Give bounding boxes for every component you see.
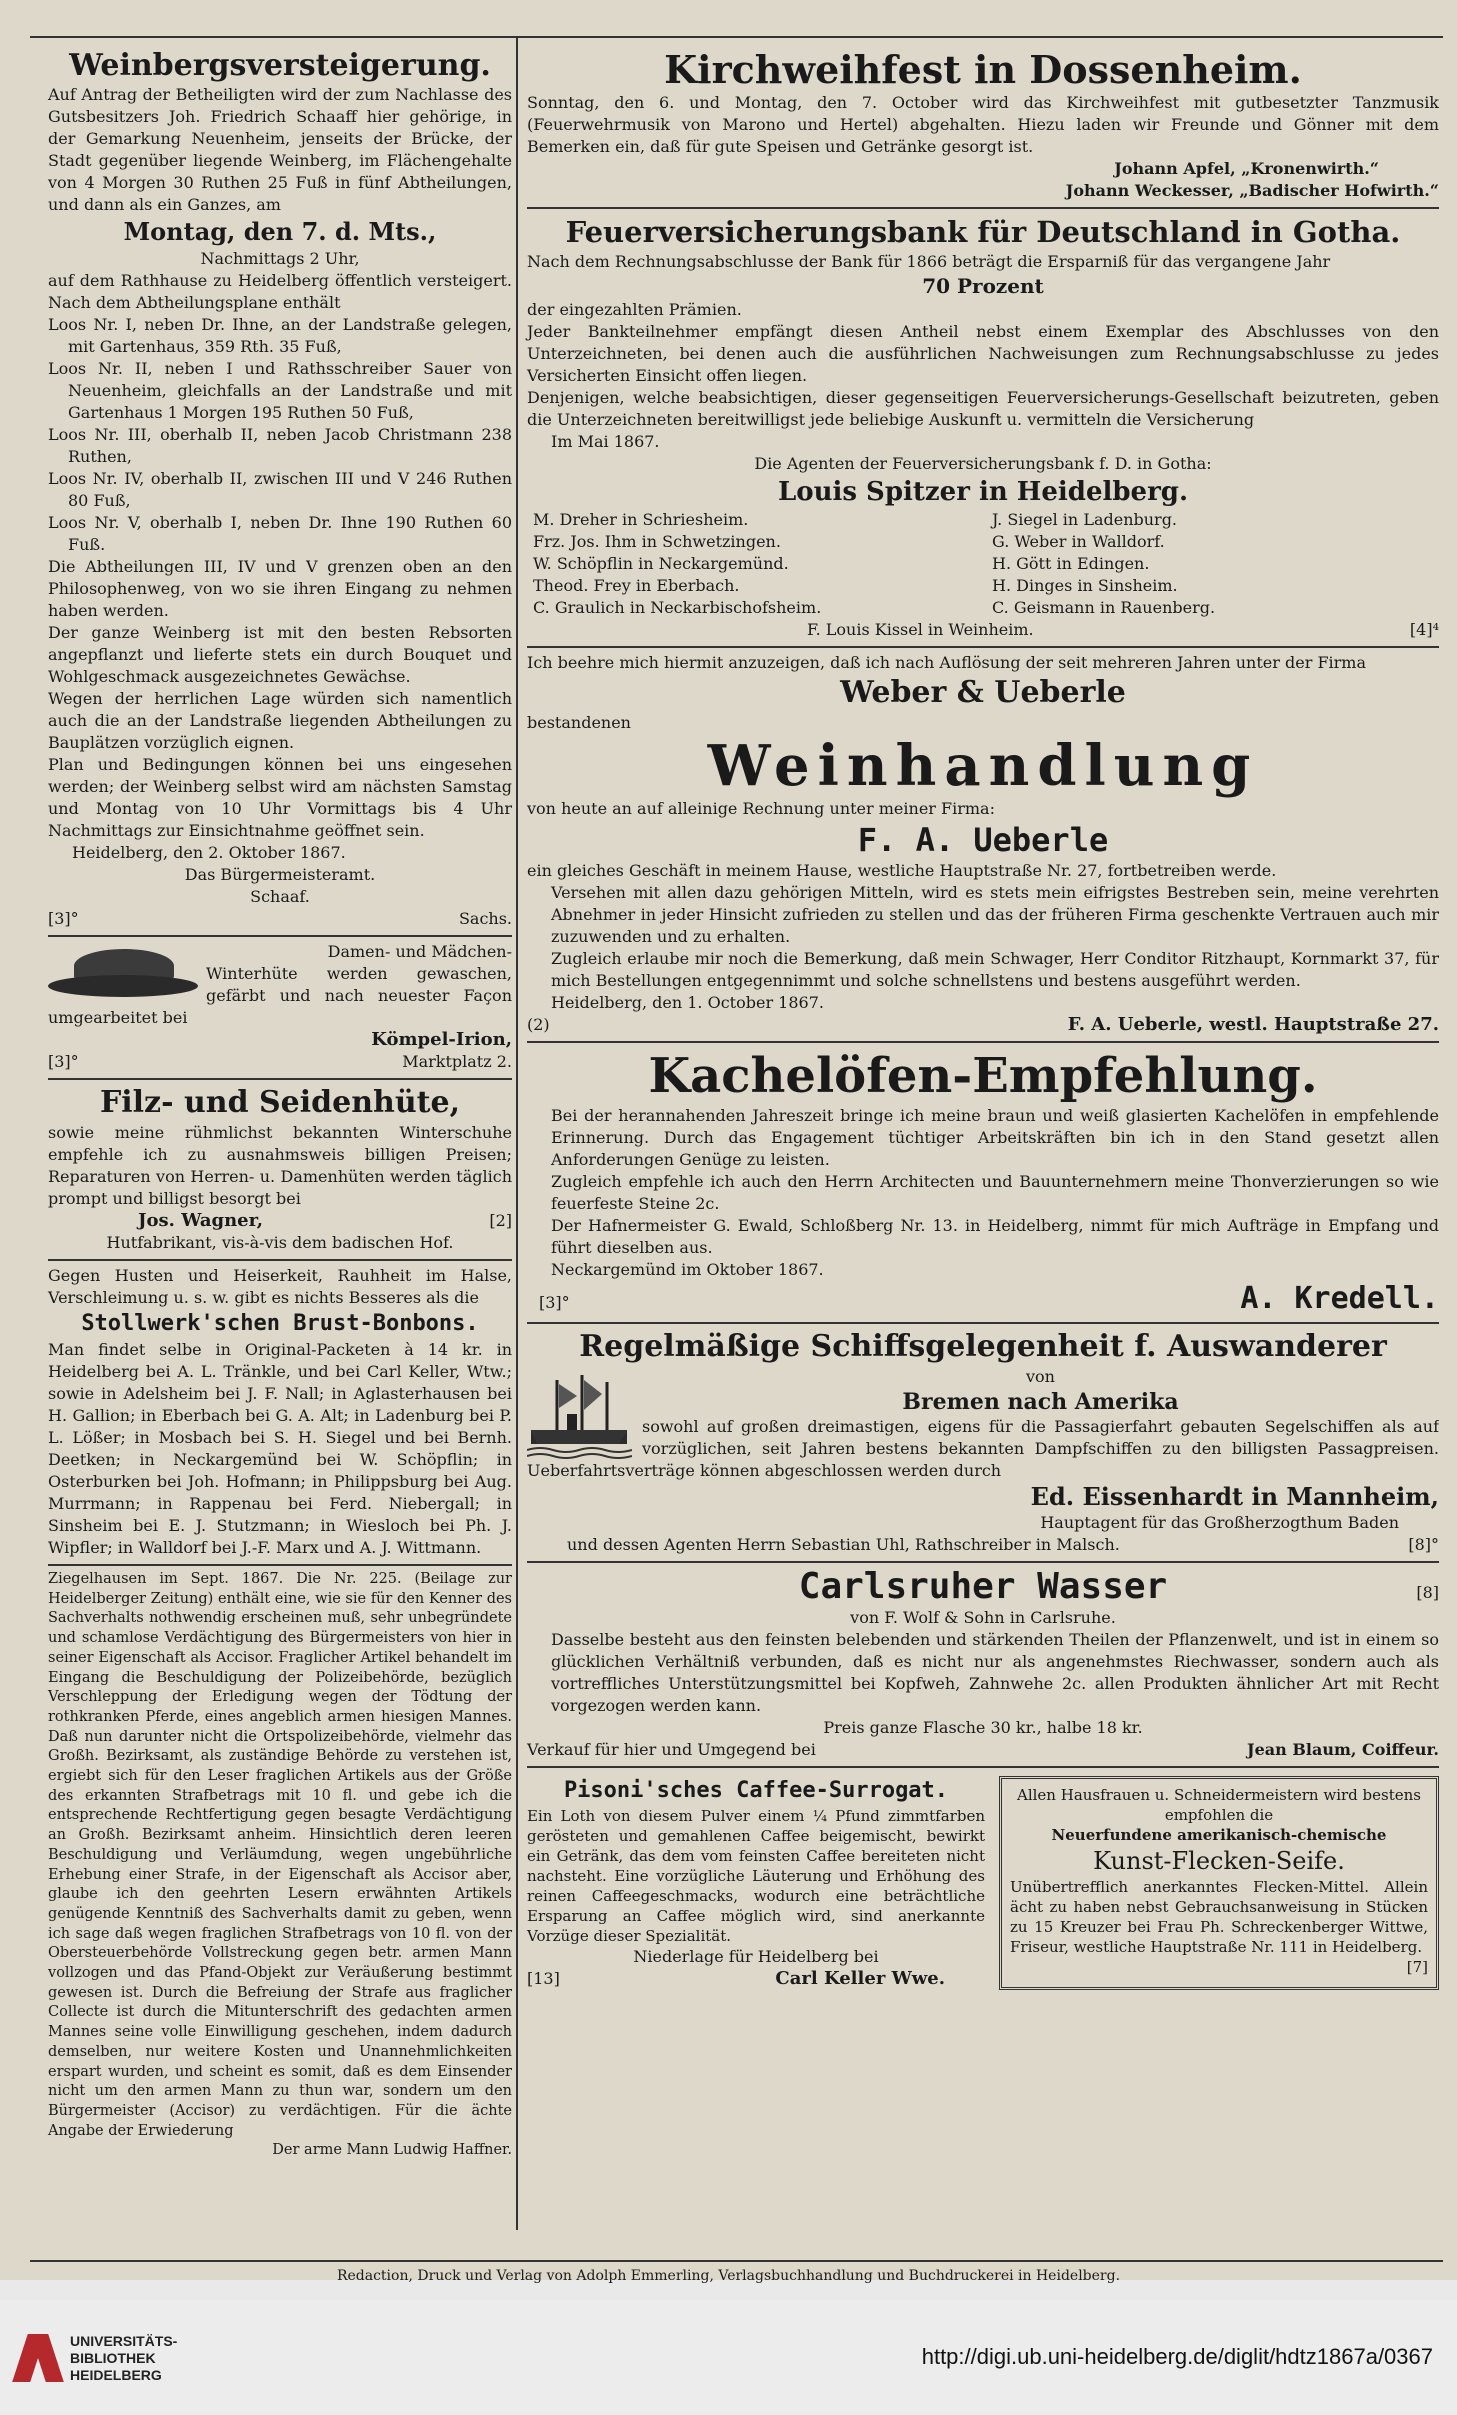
- schiff-sub: und dessen Agenten Herrn Sebastian Uhl, Rathschreiber in Malsch.: [567, 1535, 1120, 1554]
- wasser-title: Carlsruher Wasser: [798, 1566, 1168, 1607]
- schiff-title: Regelmäßige Schiffsgelegenheit f. Auswanderer: [579, 1329, 1387, 1364]
- agent-entry: H. Dinges in Sinsheim.: [992, 576, 1178, 595]
- agent-entry: W. Schöpflin in Neckargemünd.: [533, 554, 789, 573]
- wasser-price: Preis ganze Flasche 30 kr., halbe 18 kr.: [823, 1718, 1143, 1737]
- weinberg-p2: auf dem Rathhause zu Heidelberg öffentlich versteigert. Nach dem Abtheilungsplane enthält: [48, 271, 512, 312]
- wasser-text: Dasselbe besteht aus den feinsten belebenden und stärkenden Theilen der Pflanzenwelt, und ist in einem so glücklichen Verhältniß verbunden, daß es nicht nur als angenehmstes Riechwasser, sondern auch als vortreffliches Unterstützungsmittel bei Kopfweh, Zahnwehe 2c. allen Produkten ähnlicher Art mit Recht vorgezogen werden kann.: [551, 1630, 1439, 1715]
- logo-line3: HEIDELBERG: [70, 2366, 162, 2383]
- wasser-head: [527, 1567, 1439, 1607]
- filz-addr: Hutfabrikant, vis-à-vis dem badischen Hof.: [106, 1233, 454, 1252]
- feuer-footer: [527, 619, 1439, 641]
- pisoni-depot: Niederlage für Heidelberg bei: [633, 1947, 879, 1966]
- ad-pisoni: [527, 1776, 985, 1990]
- agent-entry: C. Geismann in Rauenberg.: [992, 598, 1216, 617]
- kachel-p3: Der Hafnermeister G. Ewald, Schloßberg Nr. 13. in Heidelberg, nimmt für mich Aufträge in Empfang und führt dieselben aus.: [551, 1216, 1439, 1257]
- agent-entry: Theod. Frey in Eberbach.: [533, 576, 740, 595]
- feuer-agent-list: [527, 509, 1439, 619]
- pisoni-title: Pisoni'sches Caffee-Surrogat.: [563, 1778, 949, 1803]
- bonbons-intro: Gegen Husten und Heiserkeit, Rauhheit im Halse, Verschleimung u. s. w. gibt es nichts Besseres als die: [48, 1266, 512, 1307]
- weinberg-lot: Loos Nr. III, oberhalb II, neben Jacob Christmann 238 Ruthen,: [48, 425, 512, 466]
- seife-ref: [7]: [1406, 1958, 1428, 1976]
- weber-p1: Ich beehre mich hiermit anzuzeigen, daß ich nach Auflösung der seit mehreren Jahren unter der Firma: [527, 653, 1367, 672]
- pisoni-text: Ein Loth von diesem Pulver einem ¼ Pfund zimmtfarben gerösteten und gemahlenen Caffee beigemischt, bewirkt ein Getränk, das dem vom feinsten Caffee bereiteten nicht nachsteht. Eine vorzügliche Läuterung und Erhöhung des reinen Caffeegeschmacks, wodurch eine beträchtliche Ersparung an Caffee möglich wird, sind anerkannte Vorzüge dieser Spezialität.: [527, 1807, 985, 1945]
- feuer-p3: Jeder Bankteilnehmer empfängt diesen Antheil nebst einem Exemplar des Abschlusses von den Unterzeichneten, bei denen auch die ausführlichen Nachweisungen zum Rechnungsabschlusse zu jedes Versicherten Einsicht offen liegen.: [527, 322, 1439, 385]
- imprint: Redaction, Druck und Verlag von Adolph Emmerling, Verlagsbuchhandlung und Buchdruckerei in Heidelberg.: [336, 2268, 1121, 2284]
- hats-text1: Damen- und Mädchen-: [327, 942, 512, 961]
- weinberg-lot: Loos Nr. I, neben Dr. Ihne, an der Landstraße gelegen, mit Gartenhaus, 359 Rth. 35 Fuß,: [48, 315, 512, 356]
- ad-ziegelhausen: [48, 1566, 512, 2166]
- weinberg-office: Das Bürgermeisteramt.: [184, 865, 376, 884]
- pisoni-ref: [13]: [527, 1969, 560, 1988]
- weinberg-intro: Auf Antrag der Betheiligten wird der zum Nachlasse des Gutsbesitzers Joh. Friedrich Schaaff hier gehörige, in der Gemarkung Neuenheim, jenseits der Brücke, der Stadt gegenüber liegende Weinberg, im Flächengehalte von 4 Morgen 30 Ruthen 25 Fuß in fünf Abtheilungen, und dann als ein Ganzes, am: [48, 85, 512, 214]
- schiff-route: Bremen nach Amerika: [902, 1389, 1179, 1415]
- feuer-last-agent: F. Louis Kissel in Weinheim.: [807, 620, 1034, 639]
- agent-entry: M. Dreher in Schriesheim.: [533, 510, 749, 529]
- filz-name: Jos. Wagner,: [138, 1210, 264, 1231]
- ad-schiffsgelegenheit: [527, 1324, 1439, 1563]
- weber-p6: Zugleich erlaube mir noch die Bemerkung, daß mein Schwager, Herr Conditor Ritzhaupt, Kornmarkt 37, für mich Bestellungen entgegennimmt und solche schnellstens und bestens ausgeführt werden.: [551, 949, 1439, 990]
- agent-entry: H. Gött in Edingen.: [992, 554, 1150, 573]
- library-logo[interactable]: [16, 2330, 177, 2386]
- weinberg-lot: Loos Nr. V, oberhalb I, neben Dr. Ihne 190 Ruthen 60 Fuß.: [48, 513, 512, 554]
- filz-title: Filz- und Seidenhüte,: [99, 1085, 461, 1120]
- weinberg-date: Montag, den 7. d. Mts.,: [123, 217, 437, 246]
- schiff-ref: [8]°: [1408, 1535, 1439, 1554]
- agent-entry: G. Weber in Walldorf.: [992, 532, 1165, 551]
- weber-p5: Versehen mit allen dazu gehörigen Mitteln, wird es stets mein eifrigstes Bestreben sein, meine verehrten Abnehmer in jeder Hinsicht zufrieden zu stellen und das der früheren Firma geschenkte Vertrauen auch mir zuzuwenden und zu erhalten.: [551, 883, 1439, 946]
- weinberg-footer: [48, 908, 512, 930]
- kachel-p2: Zugleich empfehle ich auch den Herrn Architecten und Bauunternehmern meine Thonverzierungen so wie feuerfeste Steine 2c.: [551, 1172, 1439, 1213]
- hats-ref: [3]°: [48, 1052, 79, 1071]
- hats-footer: [48, 1051, 512, 1073]
- schiff-text: sowohl auf großen dreimastigen, eigens für die Passagierfahrt gebauten Segelschiffen als auf vorzüglichen, seit Jahren bestens bekannten Dampfschiffen zu den billigsten Passagpreisen. Ueberfahrtsverträge können abgeschlossen werden durch: [527, 1417, 1439, 1480]
- seife-sub: Neuerfundene amerikanisch-chemische: [1051, 1826, 1387, 1844]
- weber-p4: ein gleiches Geschäft in meinem Hause, westliche Hauptstraße Nr. 27, fortbetreiben werde.: [527, 861, 1277, 880]
- hat-icon: [48, 945, 198, 1003]
- weinberg-sign: Sachs.: [458, 909, 512, 928]
- feuer-p2: der eingezahlten Prämien.: [527, 300, 742, 319]
- kachel-ref: [3]°: [539, 1293, 570, 1312]
- library-logo-icon: [16, 2330, 62, 2386]
- logo-line2: BIBLIOTHEK: [70, 2349, 156, 2366]
- seife-intro: Allen Hausfrauen u. Schneidermeistern wird bestens empfohlen die: [1017, 1786, 1421, 1824]
- kachel-place: Neckargemünd im Oktober 1867.: [551, 1260, 824, 1279]
- weinberg-time: Nachmittags 2 Uhr,: [200, 249, 360, 268]
- agent-entry: J. Siegel in Ladenburg.: [992, 510, 1178, 529]
- wasser-footer: [527, 1739, 1439, 1761]
- weber-footer: [527, 1014, 1439, 1036]
- filz-ref: [2]: [489, 1211, 512, 1230]
- ad-kacheloefen: [527, 1043, 1439, 1324]
- filz-footer: [48, 1210, 512, 1232]
- weinberg-lots: [48, 314, 512, 556]
- wasser-ref: [8]: [1416, 1583, 1439, 1602]
- weber-p2: bestandenen: [527, 713, 631, 732]
- feuer-percent: 70 Prozent: [922, 274, 1044, 298]
- weber-ref: (2): [527, 1015, 550, 1034]
- hats-text2: Winterhüte werden gewaschen, gefärbt und nach neuester Façon umgearbeitet bei: [48, 964, 512, 1027]
- weinberg-p5: Wegen der herrlichen Lage würden sich namentlich auch die an der Landstraße liegenden Abtheilungen zu Bauplätzen vorzüglich eignen.: [48, 689, 512, 752]
- bonbons-title: Stollwerk'schen Brust-Bonbons.: [81, 1311, 479, 1336]
- weinberg-title: Weinbergsversteigerung.: [69, 48, 491, 83]
- weber-p3: von heute an auf alleinige Rechnung unter meiner Firma:: [527, 799, 995, 818]
- weber-place: Heidelberg, den 1. October 1867.: [551, 993, 824, 1012]
- feuer-ref: [4]⁴: [1409, 620, 1439, 639]
- logo-line1: UNIVERSITÄTS-: [70, 2332, 178, 2349]
- ziegel-sign: Der arme Mann Ludwig Haffner.: [272, 2142, 512, 2159]
- agent-entry: Frz. Jos. Ihm in Schwetzingen.: [533, 532, 781, 551]
- pisoni-seller: Carl Keller Wwe.: [775, 1968, 945, 1989]
- ad-weinhandlung: [527, 648, 1439, 1043]
- seife-text: Unübertrefflich anerkanntes Flecken-Mittel. Allein ächt zu haben nebst Gebrauchsanweisung in Stücken zu 15 Kreuzer bei Frau Ph. Schreckenberger Wittwe, Friseur, westliche Hauptstraße Nr. 111 in Heidelberg.: [1010, 1878, 1428, 1956]
- feuer-p4: Denjenigen, welche beabsichtigen, dieser gegenseitigen Feuerversicherungs-Gesellschaft beizutreten, geben die Unterzeichneten bereitwilligst jede beliebige Auskunft u. vermitteln die Versicherung: [527, 388, 1439, 429]
- feuer-date: Im Mai 1867.: [551, 432, 660, 451]
- ad-winterhuete: [48, 937, 512, 1080]
- weber-firm: Weber & Ueberle: [840, 675, 1126, 710]
- ad-fleckenseife: [999, 1776, 1439, 1990]
- ad-feuerversicherung: [527, 209, 1439, 648]
- schiff-von: von: [1026, 1367, 1055, 1386]
- schiff-agent2: Hauptagent für das Großherzogthum Baden: [1040, 1513, 1399, 1532]
- left-column: [48, 44, 512, 2166]
- weinberg-place: Heidelberg, den 2. Oktober 1867.: [72, 843, 346, 862]
- weber-big: Weinhandlung: [707, 733, 1259, 799]
- viewer-footer: [0, 2300, 1457, 2415]
- weinberg-p6: Plan und Bedingungen können bei uns eingesehen werden; der Weinberg selbst wird am nächsten Samstag und Montag von 10 Uhr Vormittags bis 4 Uhr Nachmittags zur Einsichtnahme geöffnet sein.: [48, 755, 512, 840]
- ad-bonbons: [48, 1261, 512, 1566]
- kirchweih-sign1: Johann Apfel, „Kronenwirth.“: [1114, 159, 1379, 178]
- weinberg-lot: Loos Nr. II, neben I und Rathsschreiber Sauer von Neuenheim, gleichfalls an der Landstraße und mit Gartenhaus 1 Morgen 195 Ruthen 50 Fuß,: [48, 359, 512, 422]
- ziegel-text: Ziegelhausen im Sept. 1867. Die Nr. 225. (Beilage zur Heidelberger Zeitung) enthält eine, wie sie für den Kenner des Sachverhalts nothwendig erscheinen muß, sehr unbegründete und schamlose Verdächtigung des Bürgermeisters von hier in seiner Eigenschaft als Accisor. Fraglicher Artikel behandelt im Eingang die Beschuldigung der Polizeibehörde, bezüglich Verschleppung der Erledigung wegen der Tödtung der rothkranken Pferde, eines angeblich armen hiesigen Mannes. Daß nun darunter nicht die Ortspolizeibehörde, vielmehr das Großh. Bezirksamt, als zuständige Behörde zu verstehen ist, ergiebt sich für den Leser fraglichen Artikels aus der Größe des erkannten Strafbetrags mit 10 fl. und gebe ich die entsprechende Rechtfertigung gegen besagte Verdächtigung an Großh. Bezirksamt anheim. Hinsichtlich deren leeren Beschuldigung und Verläumdung, wegen ungebührliche Erhebung einer Strafe, in der Eigenschaft als Accisor aber, glaube ich den geehrten Lesern erwähnten Artikels genügende Kenntniß des Sachverhalts damit zu geben, wenn ich sage daß wegen fraglichen Strafbetrags von 10 fl. von der Obersteuerbehörde Vollstreckung gegen betr. armen Mann vollzogen und das Pfand-Objekt zur Veräußerung bestimmt gewesen ist. Durch die Befreiung der Strafe aus fraglicher Collecte ist durch die Mitunterschrift des gedachten armen Mannes seine volle Einwilligung geschehen, indem dadurch demselben, nur weitere Kosten und Unannehmlichkeiten erspart wurden, und scheint es somit, daß es dem Einsender nicht um den armen Mann zu thun war, sondern um den Bürgermeister (Accisor) zu verdächtigen. Für die ächte Angabe der Erwiederung: [48, 1571, 512, 2139]
- library-logo-text: [70, 2333, 177, 2384]
- weber-name: F. A. Ueberle: [857, 821, 1109, 859]
- kirchweih-title: Kirchweihfest in Dossenheim.: [664, 47, 1302, 92]
- kachel-title: Kachelöfen-Empfehlung.: [648, 1048, 1318, 1104]
- ship-icon: [527, 1370, 632, 1460]
- hats-name: Kömpel-Irion,: [371, 1029, 512, 1050]
- pisoni-footer: [527, 1968, 985, 1990]
- weinberg-p3: Die Abtheilungen III, IV und V grenzen oben an den Philosophenweg, von wo sie ihren Eingang zu nehmen haben werden.: [48, 557, 512, 620]
- kachel-p1: Bei der herannahenden Jahreszeit bringe ich meine braun und weiß glasierten Kachelöfen in empfehlende Erinnerung. Durch das Engagement tüchtiger Arbeitskräften bin ich in den Stand gesetzt allen Anforderungen Genüge zu leisten.: [551, 1106, 1439, 1169]
- seife-title: Kunst-Flecken-Seife.: [1093, 1847, 1345, 1875]
- weinberg-ref: [3]°: [48, 909, 79, 928]
- feuer-main-agent: Louis Spitzer in Heidelberg.: [777, 477, 1189, 507]
- column-rule: [516, 38, 518, 2230]
- schiff-agent: Ed. Eissenhardt in Mannheim,: [1030, 1482, 1439, 1511]
- feuer-agents: Die Agenten der Feuerversicherungsbank f. D. in Gotha:: [754, 454, 1212, 473]
- weinberg-p4: Der ganze Weinberg ist mit den besten Rebsorten angepflanzt und lieferte stets ein durch Bouquet und Wohlgeschmack ausgezeichnetes Gewächse.: [48, 623, 512, 686]
- kachel-sign: A. Kredell.: [1240, 1281, 1439, 1316]
- weber-sign: F. A. Ueberle, westl. Hauptstraße 27.: [1067, 1014, 1439, 1035]
- feuer-p1: Nach dem Rechnungsabschlusse der Bank für 1866 beträgt die Ersparniß für das vergangene Jahr: [527, 252, 1331, 271]
- ad-kirchweih: [527, 44, 1439, 209]
- kirchweih-sign2: Johann Weckesser, „Badischer Hofwirth.“: [1065, 181, 1439, 200]
- weinberg-lot: Loos Nr. IV, oberhalb II, zwischen III und V 246 Ruthen 80 Fuß,: [48, 469, 512, 510]
- agent-entry: C. Graulich in Neckarbischofsheim.: [533, 598, 822, 617]
- permalink-url[interactable]: http://digi.ub.uni-heidelberg.de/diglit/hdtz1867a/0367: [921, 2344, 1433, 2369]
- ad-weinberg: [48, 44, 512, 937]
- schiff-footer: [527, 1534, 1439, 1556]
- filz-text: sowie meine rühmlichst bekannten Winterschuhe empfehle ich zu ausnahmsweis billigen Preisen; Reparaturen von Herren- u. Damenhüten werden täglich prompt und billigst besorgt bei: [48, 1123, 512, 1208]
- page-frame: [30, 36, 1443, 2262]
- right-column: [527, 44, 1439, 1995]
- ad-carlsruher-wasser: [527, 1563, 1439, 1768]
- feuer-title: Feuerversicherungsbank für Deutschland in Gotha.: [565, 215, 1401, 249]
- kirchweih-text: Sonntag, den 6. und Montag, den 7. October wird das Kirchweihfest mit gutbesetzter Tanzmusik (Feuerwehrmusik von Marono und Hertel) abgehalten. Hiezu laden wir Freunde und Gönner mit dem Bemerken ein, daß für gute Speisen und Getränke gesorgt ist.: [527, 93, 1439, 156]
- ad-filzhuete: [48, 1080, 512, 1261]
- bonbons-text: Man findet selbe in Original-Packeten à 14 kr. in Heidelberg bei A. L. Tränkle, und bei Carl Keller, Wtw.; sowie in Adelsheim bei J. F. Nall; in Aglasterhausen bei H. Gallion; in Eberbach bei G. A. Alt; in Ladenburg bei P. L. Lößer; in Mosbach bei S. H. Siegel und bei Bernh. Deetken; in Neckargemünd bei W. Schöpflin; in Osterburken bei Joh. Hofmann; in Philippsburg bei Aug. Murrmann; in Rappenau bei Ferd. Niebergall; in Sinsheim bei E. J. Stutzmann; in Wiesloch bei Ph. J. Wipfler; in Walldorf bei J.-F. Marx und A. J. Wittmann.: [48, 1340, 512, 1557]
- wasser-sale: Verkauf für hier und Umgegend bei: [527, 1740, 816, 1759]
- weinberg-name: Schaaf.: [250, 887, 310, 906]
- wasser-by: von F. Wolf & Sohn in Carlsruhe.: [850, 1608, 1116, 1627]
- kachel-footer: [527, 1281, 1439, 1317]
- wasser-seller: Jean Blaum, Coiffeur.: [1247, 1740, 1439, 1759]
- ad-bottom-boxes: [527, 1768, 1439, 1995]
- hats-addr: Marktplatz 2.: [402, 1052, 512, 1071]
